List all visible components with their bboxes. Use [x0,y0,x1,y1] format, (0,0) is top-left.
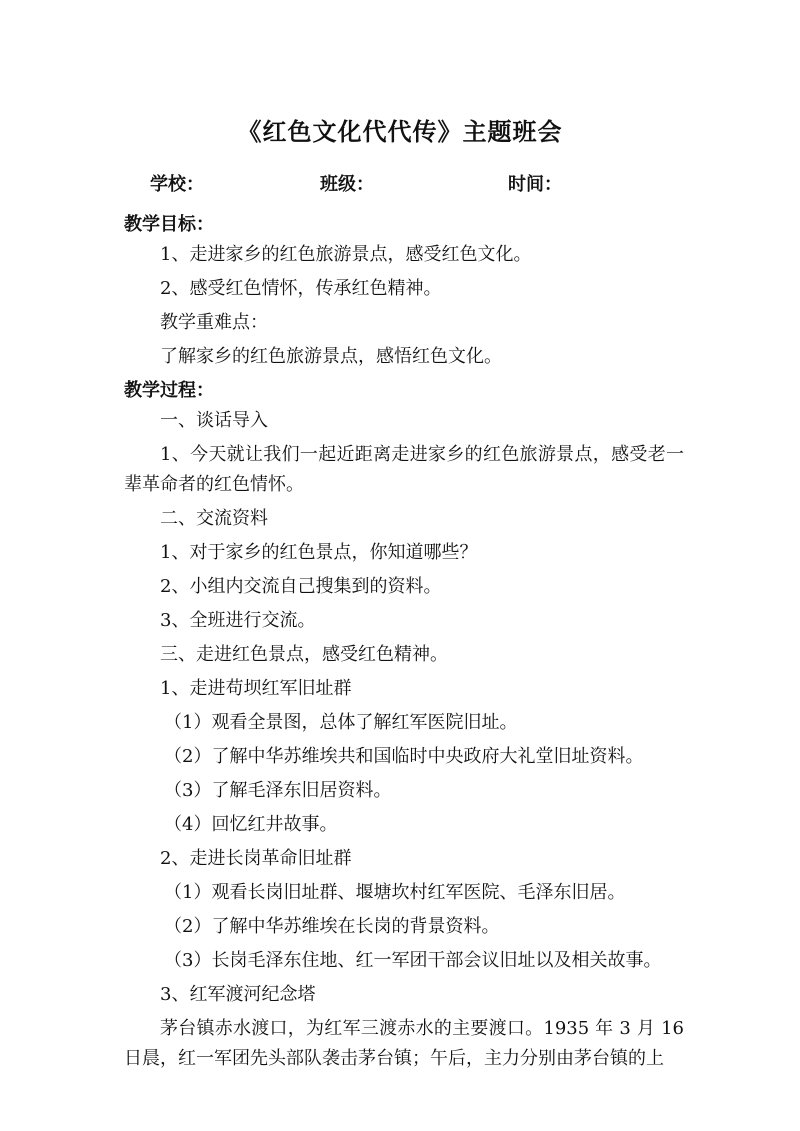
text-line: （2）了解中华苏维埃在长岗的背景资料。 [164,916,500,937]
section-heading: 教学目标： [124,214,214,235]
text-line: 1、走进家乡的红色旅游景点，感受红色文化。 [160,244,532,265]
school-label: 学校： [150,174,204,195]
text-paragraph: 1、今天就让我们一起近距离走进家乡的红色旅游景点，感受老一辈革命者的红色情怀。 [124,444,684,495]
text-line: 3、全班进行交流。 [160,610,316,631]
text-line: 三、走进红色景点，感受红色精神。 [160,644,448,665]
text-line: （3）了解毛泽东旧居资料。 [164,780,392,801]
text-line: （3）长岗毛泽东住地、红一军团干部会议旧址以及相关故事。 [164,950,662,971]
document-title: 《红色文化代代传》主题班会 [237,117,563,146]
text-line: （1）观看全景图，总体了解红军医院旧址。 [164,712,518,733]
text-line: （4）回忆红井故事。 [164,814,338,835]
text-line: 1、对于家乡的红色景点，你知道哪些？ [160,542,478,563]
text-line: 2、感受红色情怀，传承红色精神。 [160,278,442,299]
text-line: 1、走进苟坝红军旧址群 [160,678,352,699]
section-heading: 教学过程： [124,380,214,401]
text-line: 2、小组内交流自己搜集到的资料。 [160,576,442,597]
text-line: 了解家乡的红色旅游景点，感悟红色文化。 [160,346,502,367]
text-line: 一、谈话导入 [160,410,268,431]
text-line: 二、交流资料 [160,508,268,529]
text-line: （1）观看长岗旧址群、堰塘坎村红军医院、毛泽东旧居。 [164,882,626,903]
text-line: 2、走进长岗革命旧址群 [160,848,352,869]
text-line: 3、红军渡河纪念塔 [160,984,316,1005]
class-label: 班级： [320,174,374,195]
time-label: 时间： [508,174,562,195]
document-body [124,210,684,1074]
text-line: 教学重难点： [160,312,268,333]
text-line: （2）了解中华苏维埃共和国临时中央政府大礼堂旧址资料。 [164,746,644,767]
text-paragraph: 茅台镇赤水渡口，为红军三渡赤水的主要渡口。1935 年 3 月 16 日晨，红一军团先头部队袭击茅台镇；午后，主力分别由茅台镇的上 [124,1018,684,1069]
